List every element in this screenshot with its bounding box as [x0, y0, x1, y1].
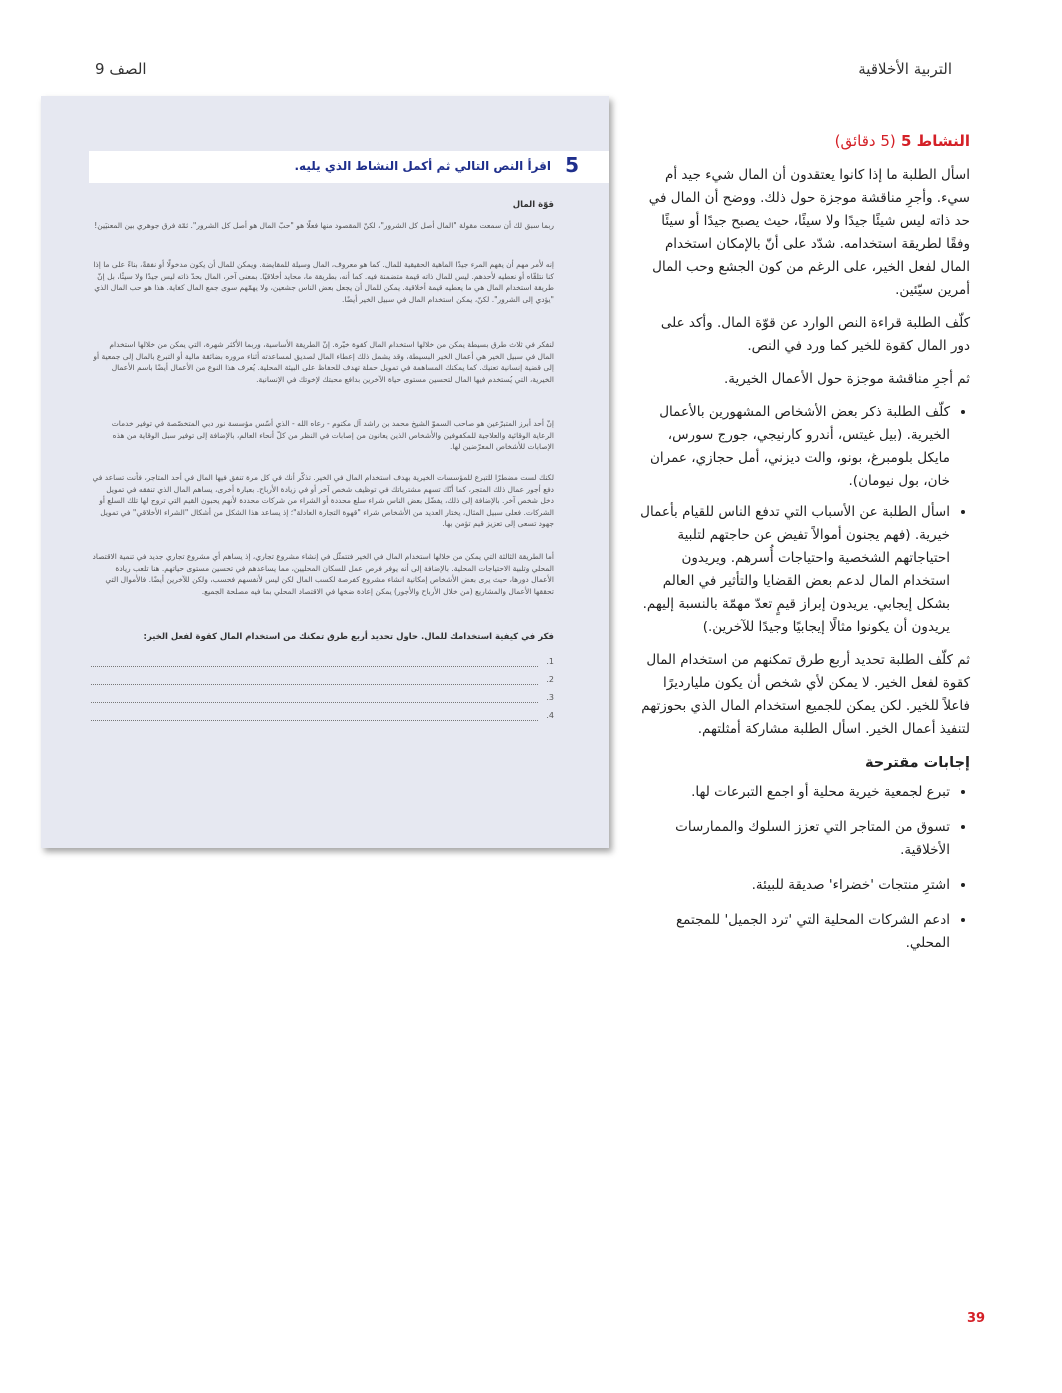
book-paragraph: لنفكر في ثلاث طرق بسيطة يمكن من خلالها استخدام المال كقوة خيّرة. إنّ الطريقة الأساسية، وربما الأكثر شهرة، التي يمكن من خلالها استخدام المال في سبيل الخير هي أعمال الخير البسيطة، وقد يشمل ذلك إعطاء المال لصديق لمساعدته أثناء مروره بضائقة مالية أو التبرع بالمال إلى جمعية أو إلى قضية إنسانية تعنيك. كما يمكنك المساهمة في تمويل حملة تهدف للحفاظ على البيئة المحلية. يُعرف هذا النوع من الأعمال أيضًا باسم الأعمال الخيرية، التي يُستخدم فيها المال لتحسين مستوى حياة الآخرين بدافع محبتك لإخوتك في الإنسانية.: [93, 340, 554, 384]
grade-label: الصف 9: [95, 60, 147, 78]
teacher-notes: [640, 132, 970, 967]
line-number: 1.: [546, 657, 554, 666]
task-instruction: اقرأ النص التالي ثم أكمل النشاط الذي يليه.: [294, 159, 551, 173]
suggested-answer: • تسوق من المتاجر التي تعزز السلوك والممارسات الأخلاقية.: [640, 816, 950, 862]
book-paragraph: ربما سبق لك أن سمعت مقولة "المال أصل كل الشرور"، لكنّ المقصود منها فعلًا هو "حبّ المال هو أصل كل الشرور". ثمّة فرق جوهري بين المعنيَين!: [94, 221, 554, 230]
book-paragraph: إنه لأمر مهم أن يفهم المرء جيدًا الماهية الحقيقية للمال. كما هو معروف، المال وسيلة للمقايضة. ويمكن للمال أن يكون مدخولًا أو نفقةً، بناءً على ما إذا كنا نتلقّاه أو نعطيه لأحدهم. ليس للمال ذاته قيمة متضمنة فيه. كما أنه، بطريقة ما، محايد أخلاقيًا. بمعنى آخر، المال بحدّ ذاته ليس جيدًا ولا سيئًا، بل إنّ طريقة استخدام المال هي ما يعطيه قيمة أخلاقية. يمكن للمال أن يجعل بعض الناس جشعين، ولا يهمّهم سوى جمع المال كغاية. هذا هو حب المال الذي "يؤدي إلى الشرور". لكنّ، يمكن استخدام المال في سبيل الخير أيضًا.: [93, 260, 554, 304]
activity-duration: (5 دقائق): [834, 132, 896, 150]
line-number: 2.: [546, 675, 554, 684]
book-paragraph: أما الطريقة الثالثة التي يمكن من خلالها استخدام المال في الخير فتتمثّل في إنشاء مشروع تجاري، إذ يساهم أي مشروع تجاري جديد في تنمية الاقتصاد المحلي وتلبية الاحتياجات المحلية. بالإضافة إلى أنه يوفر فرص عمل للسكان المحليين، مما يساعدهم في تحسين مستوى حياتهم. هنا تلعب ريادة الأعمال دورها، حيث يرى بعض الأشخاص إمكانية انشاء مشروع كفرصة لكسب المال لكن ليس لأنفسهم فحسب، ولكن للآخرين أيضًا. فالأموال التي تحققها الأعمال والمشاريع (من خلال الأرباح والأجور) يمكن إعادة ضخها في الاقتصاد المحلي بما فيه مصلحة الجميع.: [92, 552, 554, 596]
text-title: قوّة المال: [512, 200, 554, 210]
answer-line: [91, 693, 554, 705]
line-number: 3.: [546, 693, 554, 702]
subject-title: التربية الأخلاقية: [858, 60, 952, 78]
suggested-answers-list: [640, 781, 970, 955]
notes-bullet: • اسأل الطلبة عن الأسباب التي تدفع الناس للقيام بأعمال خيرية. (فهم يجنون أموالاً تفيض عن حاجتهم لتلبية احتياجاتهم الشخصية واحتياجات أُسرهم. ويريدون استخدام المال لدعم بعض القضايا والتأثير في العالم بشكل إيجابي. يريدون إبراز قيمٍ تعدّ مهمّة بالنسبة إليهم. يريدون أن يكونوا مثالًا إيجابيًا وجيدًا للآخرين.): [640, 501, 950, 639]
activity-label: النشاط 5: [900, 132, 970, 150]
notes-bullet: • كلّف الطلبة ذكر بعض الأشخاص المشهورين بالأعمال الخيرية. (بيل غيتس، أندرو كارنيجي، جورج سورس، مايكل بلومبرغ، بونو، والت ديزني، أمل حجازي، عمران خان، بول نيومان).: [640, 401, 950, 493]
notes-paragraph: اسأل الطلبة ما إذا كانوا يعتقدون أن المال شيء جيد أم سيء. وأجرِ مناقشة موجزة حول ذلك. ووضح أن المال في حد ذاته ليس شيئًا جيدًا ولا سيئًا، حيث يصبح جيدًا أو سيئًا وفقًا لطريقة استخدامه. شدّد على أنّ بالإمكان استخدام المال لفعل الخير، على الرغم من كون الجشع وحب المال أمرين سيّئين.: [648, 167, 970, 298]
answer-line: [91, 675, 554, 687]
answer-line: [91, 657, 554, 669]
answer-line: [91, 711, 554, 723]
notes-paragraph: ثم كلّف الطلبة تحديد أربع طرق تمكنهم من استخدام المال كقوة لفعل الخير. لا يمكن لأي شخص أن يكون مليارديرًا فاعلاً للخير. لكن يمكن للجميع استخدام المال الذي بحوزتهم لتنفيذ أعمال الخير. اسأل الطلبة مشاركة أمثلتهم.: [641, 652, 970, 737]
book-question: فكر في كيفية استخدامك للمال. حاول تحديد أربع طرق تمكنك من استخدام المال كقوة لفعل الخير:: [143, 632, 554, 642]
book-paragraph: إنّ أحد أبرز المتبرّعين هو صاحب السموّ الشيخ محمد بن راشد آل مكتوم - رعاه الله - الذي أسّس مؤسسة نور دبي المتخصّصة في توفير خدمات الرعاية الوقائية والعلاجية للمكفوفين والأشخاص الذين يعانون من إصابات في النظر من كلّ أنحاء العالم، بالإضافة إلى توفير سبل الوقاية من هذه الإصابات للأشخاص المعرّضين لها.: [111, 419, 554, 451]
notes-paragraph: ثم أجرِ مناقشة موجزة حول الأعمال الخيرية.: [723, 371, 970, 387]
task-bar: [89, 151, 609, 183]
suggested-answers-title: إجابات مقترحة: [865, 755, 970, 771]
notes-bullets: [640, 401, 970, 639]
page-number: 39: [967, 1311, 986, 1326]
suggested-answer: • اشترِ منتجات 'خضراء' صديقة للبيئة.: [640, 874, 950, 897]
suggested-answer: • ادعم الشركات المحلية التي 'ترد الجميل' للمجتمع المحلي.: [640, 909, 950, 955]
task-number: 5: [565, 153, 579, 177]
student-book-page: [41, 96, 609, 848]
suggested-answer: • تبرع لجمعية خيرية محلية أو اجمع التبرعات لها.: [640, 781, 950, 804]
book-paragraph: لكنك لست مضطرًا للتبرع للمؤسسات الخيرية بهدف استخدام المال في الخير. تذكّر أنك في كل مرة تنفق فيها المال في أحد المتاجر، فأنت تساعد في دفع أجور عمال ذلك المتجر، كما أنّك تسهم مشترياتك في توظيف شخص آخر أو في زيادة الأرباح. بعبارة أخرى، يساهم المال الذي تنفقه في تمويل دخل شخص آخر. بالإضافة إلى ذلك، يفضّل بعض الناس شراء سلع محددة أو الشراء من شركات محددة لأنهم يحبون القيم التي تروج لها تلك السلع أو الشركات. فعلى سبيل المثال، يختار العديد من الأشخاص شراء "قهوة التجارة العادلة"؛ إذ يساعد هذا الشكل من أشكال "الشراء الأخلاقي" في تمويل جهود تسعى إلى تعزيز قيم تؤمن بها.: [92, 473, 554, 528]
activity-title: [640, 132, 970, 150]
notes-paragraph: كلّف الطلبة قراءة النص الوارد عن قوّة المال. وأكد على دور المال كقوة للخير كما ورد في النص.: [660, 315, 970, 354]
line-number: 4.: [546, 711, 554, 720]
